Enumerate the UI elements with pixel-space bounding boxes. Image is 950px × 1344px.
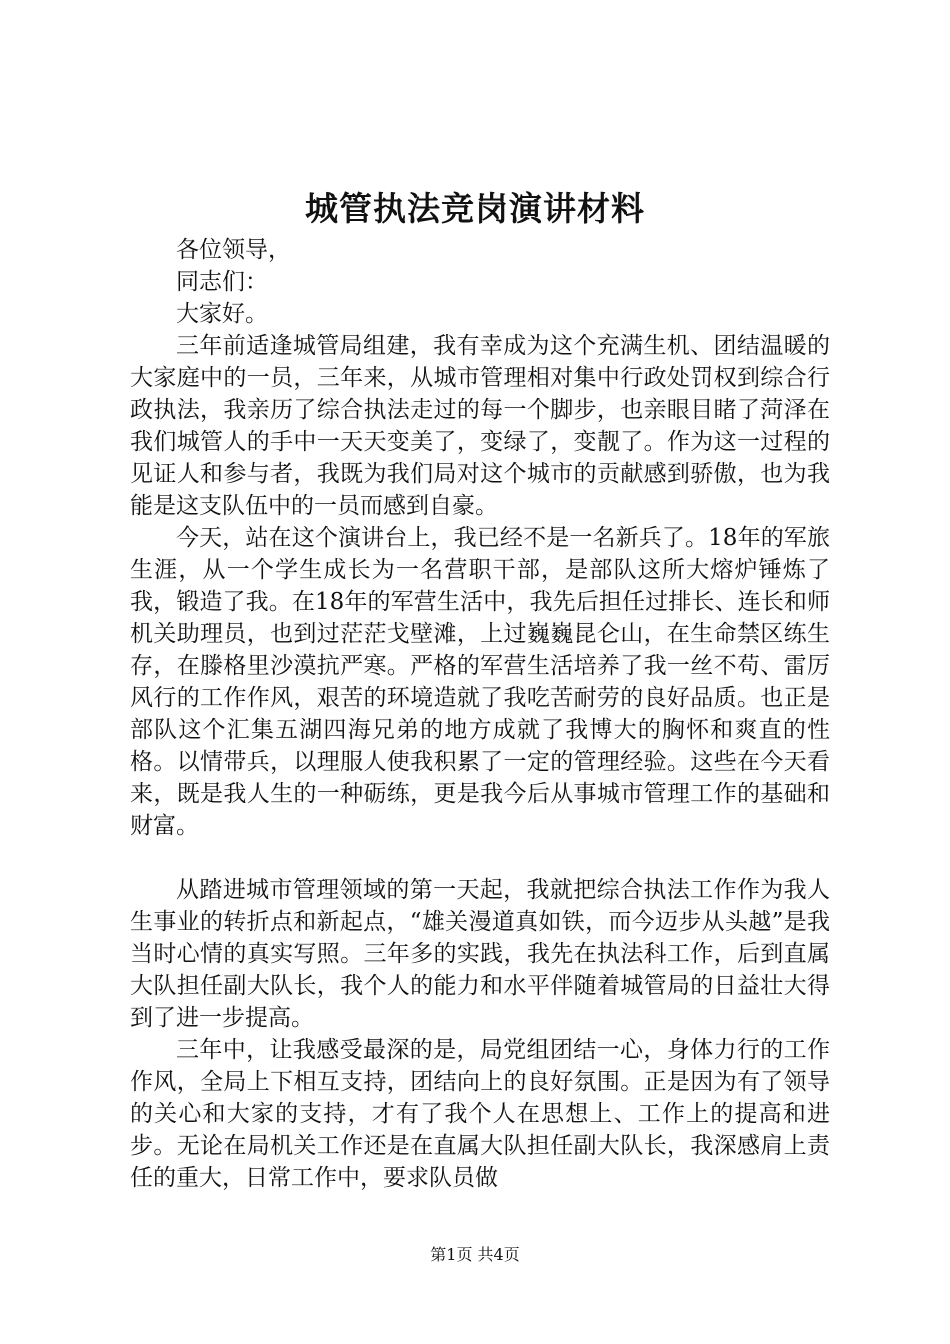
document-title: 城管执法竞岗演讲材料 [305, 189, 645, 228]
page-number: 第1页 共4页 [430, 1245, 520, 1264]
paragraph-4: 三年中，让我感受最深的是，局党组团结一心，身体力行的工作作风，全局上下相互支持，团结向上的良好氛围。正是因为有了领导的关心和大家的支持，才有了我个人在思想上、工作上的提高和进步。无论在局机关工作还是在直属大队担任副大队长，我深感肩上责任的重大，日常工作中，要求队员做 [130, 1037, 830, 1191]
greeting-hello: 大家好。 [176, 301, 268, 327]
document-body [130, 234, 830, 1194]
paragraph-3: 从踏进城市管理领域的第一天起，我就把综合执法工作作为我人生事业的转折点和新起点，“雄关漫道真如铁，而今迈步从头越”是我当时心情的真实写照。三年多的实践，我先在执法科工作，后到直属大队担任副大队长，我个人的能力和水平伴随着城管局的日益壮大得到了进一步提高。 [130, 877, 830, 1031]
greeting-comrades: 同志们： [176, 269, 268, 295]
paragraph-2: 今天，站在这个演讲台上，我已经不是一名新兵了。18年的军旅生涯，从一个学生成长为一名营职干部，是部队这所大熔炉锤炼了我，锻造了我。在18年的军营生活中，我先后担任过排长、连长和师机关助理员，也到过茫茫戈壁滩，上过巍巍昆仑山，在生命禁区练生存，在滕格里沙漠抗严寒。严格的军营生活培养了我一丝不苟、雷厉风行的工作作风，艰苦的环境造就了我吃苦耐劳的良好品质。也正是部队这个汇集五湖四海兄弟的地方成就了我博大的胸怀和爽直的性格。以情带兵，以理服人使我积累了一定的管理经验。这些在今天看来，既是我人生的一种砺练，更是我今后从事城市管理工作的基础和财富。 [130, 525, 830, 839]
greeting-leaders: 各位领导， [176, 237, 291, 263]
paragraph-1: 三年前适逢城管局组建，我有幸成为这个充满生机、团结温暖的大家庭中的一员，三年来，从城市管理相对集中行政处罚权到综合行政执法，我亲历了综合执法走过的每一个脚步，也亲眼目睹了菏泽在我们城管人的手中一天天变美了，变绿了，变靓了。作为这一过程的见证人和参与者，我既为我们局对这个城市的贡献感到骄傲，也为我能是这支队伍中的一员而感到自豪。 [130, 333, 830, 519]
